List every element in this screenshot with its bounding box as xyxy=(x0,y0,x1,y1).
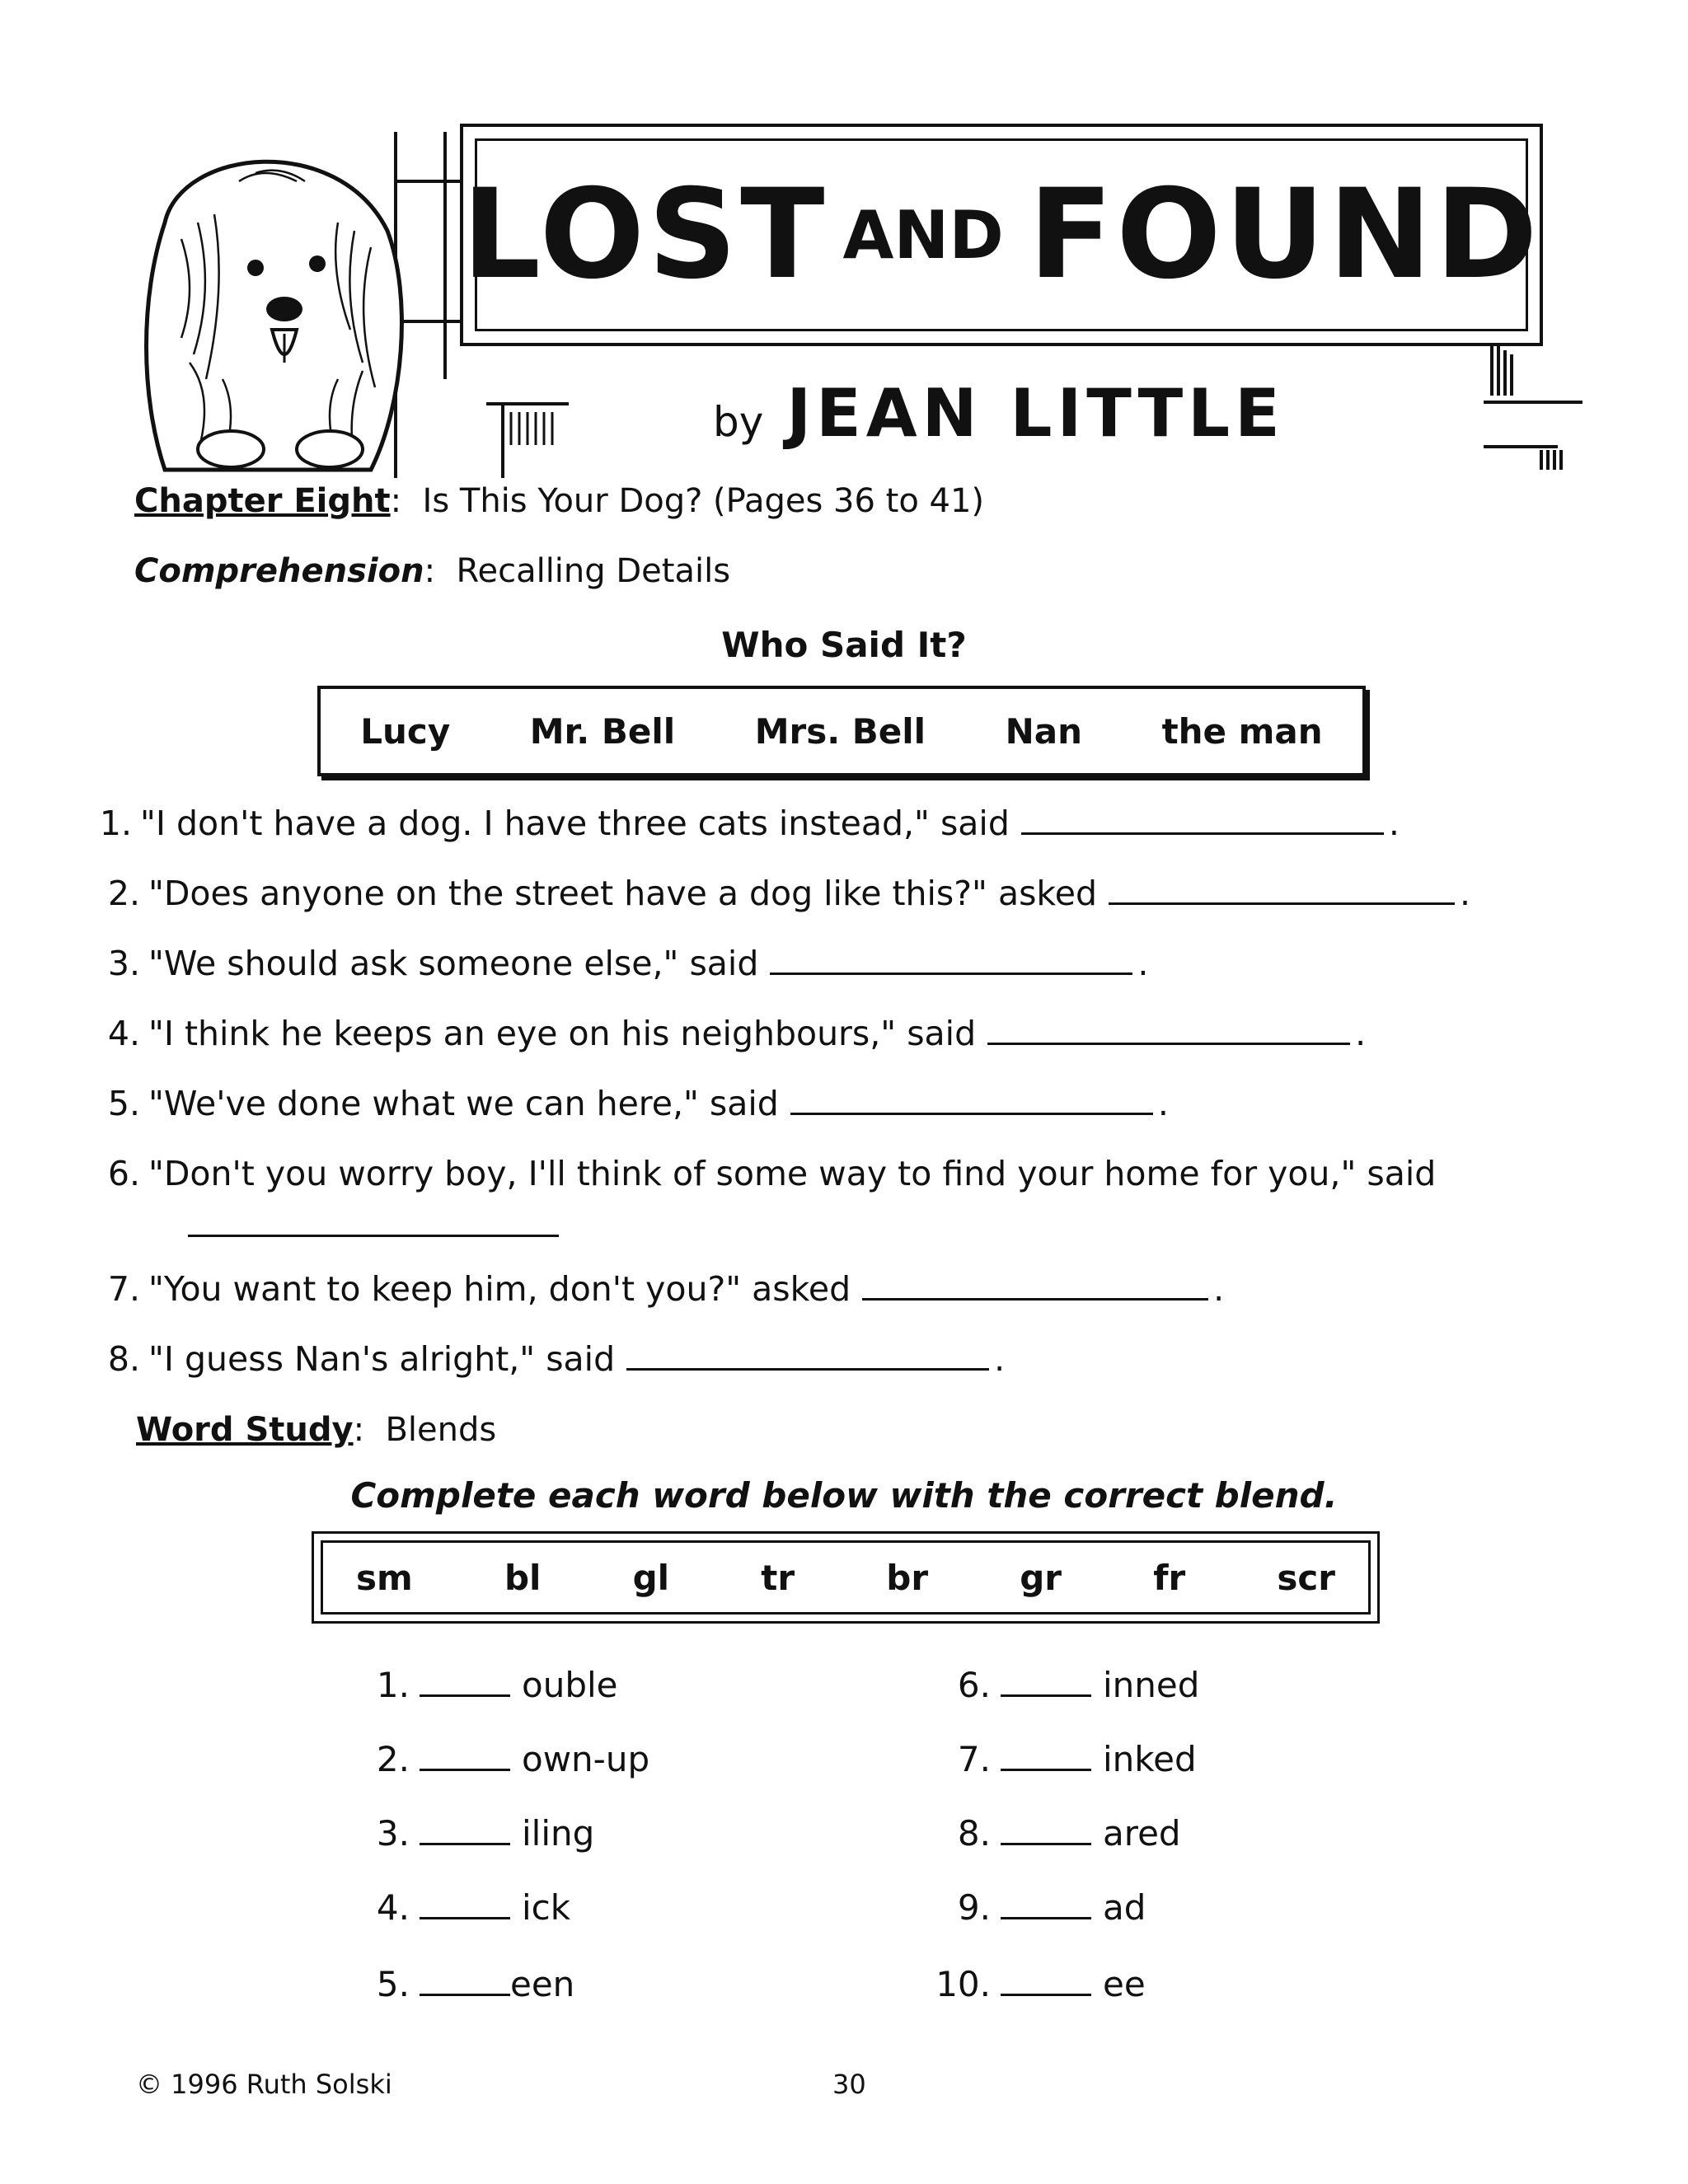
word-item-6 xyxy=(948,1665,1199,1705)
word-ending: inned xyxy=(1103,1665,1200,1705)
word-study-heading: Word Study: Blends xyxy=(136,1411,497,1449)
question-number: 3. xyxy=(107,944,140,983)
blend-blank[interactable] xyxy=(1001,1917,1091,1919)
word-item-3 xyxy=(367,1813,594,1854)
comprehension-text: Recalling Details xyxy=(456,552,731,590)
title-inner-frame xyxy=(462,138,1541,331)
title-lost: LOST xyxy=(462,163,828,307)
blends-inner-frame xyxy=(321,1540,1371,1615)
question-text: "We should ask someone else," said xyxy=(148,944,759,983)
blend-option: gr xyxy=(1020,1557,1062,1598)
question-text: "I don't have a dog. I have three cats instead," said xyxy=(140,804,1010,843)
word-ending: own-up xyxy=(522,1739,650,1779)
page-number: 30 xyxy=(832,2069,866,2100)
blend-blank[interactable] xyxy=(420,1917,510,1919)
word-item-number: 7. xyxy=(957,1739,991,1779)
answer-blank[interactable] xyxy=(987,1034,1350,1045)
characters-box xyxy=(317,686,1366,776)
word-ending: inked xyxy=(1103,1739,1197,1779)
word-ending: iling xyxy=(522,1813,595,1854)
blend-option: scr xyxy=(1277,1557,1335,1598)
word-item-4 xyxy=(367,1887,570,1928)
question-text: "You want to keep him, don't you?" asked xyxy=(148,1269,851,1309)
answer-blank[interactable] xyxy=(188,1218,559,1237)
word-ending: ouble xyxy=(522,1665,618,1705)
blend-blank[interactable] xyxy=(420,1994,510,1996)
word-item-number: 4. xyxy=(376,1887,410,1928)
word-item-number: 1. xyxy=(376,1665,410,1705)
title-found: FOUND xyxy=(1028,163,1541,307)
question-text: "Don't you worry boy, I'll think of some way to find your home for you," said xyxy=(148,1154,1437,1193)
question-text: "Does anyone on the street have a dog like this?" asked xyxy=(148,874,1097,913)
word-ending: een xyxy=(510,1964,575,2004)
answer-blank[interactable] xyxy=(862,1290,1208,1301)
blend-blank[interactable] xyxy=(1001,1694,1091,1697)
question-8: 8. "I guess Nan's alright," said . xyxy=(91,1339,1005,1379)
word-item-5 xyxy=(367,1964,574,2004)
word-item-7 xyxy=(948,1739,1197,1779)
question-number: 7. xyxy=(107,1269,140,1309)
blends-box xyxy=(312,1531,1380,1624)
chapter-label: Chapter Eight xyxy=(134,482,391,520)
word-item-number: 9. xyxy=(957,1887,991,1928)
word-study-label: Word Study xyxy=(136,1411,354,1449)
answer-blank[interactable] xyxy=(790,1104,1153,1115)
word-item-9 xyxy=(948,1887,1146,1928)
blend-blank[interactable] xyxy=(1001,1843,1091,1845)
word-item-number: 8. xyxy=(957,1813,991,1854)
word-ending: ared xyxy=(1103,1813,1181,1854)
question-number: 8. xyxy=(107,1339,140,1379)
blend-option: br xyxy=(886,1557,929,1598)
question-number: 5. xyxy=(107,1084,140,1123)
word-ending: ad xyxy=(1103,1887,1146,1928)
byline xyxy=(713,375,1285,452)
blend-option: bl xyxy=(504,1557,542,1598)
answer-blank[interactable] xyxy=(626,1360,989,1371)
comprehension-heading: Comprehension: Recalling Details xyxy=(134,552,731,590)
character-name: the man xyxy=(1161,710,1323,752)
blend-option: fr xyxy=(1153,1557,1186,1598)
blend-blank[interactable] xyxy=(420,1769,510,1771)
question-5: 5. "We've done what we can here," said . xyxy=(91,1084,1169,1123)
word-ending: ee xyxy=(1103,1964,1146,2004)
author-name: JEAN LITTLE xyxy=(786,375,1285,452)
blend-option: tr xyxy=(761,1557,795,1598)
blend-option: sm xyxy=(356,1557,413,1598)
copyright-notice: © 1996 Ruth Solski xyxy=(136,2069,392,2100)
question-1: 1. "I don't have a dog. I have three cats instead," said . xyxy=(82,804,1400,843)
blend-instruction: Complete each word below with the correct blend. xyxy=(350,1475,1338,1516)
blend-blank[interactable] xyxy=(420,1843,510,1845)
word-ending: ick xyxy=(522,1887,571,1928)
word-item-number: 3. xyxy=(376,1813,410,1854)
question-number: 4. xyxy=(107,1014,140,1053)
title-box xyxy=(460,124,1543,346)
question-3: 3. "We should ask someone else," said . xyxy=(91,944,1148,983)
answer-blank[interactable] xyxy=(1109,894,1455,905)
answer-blank[interactable] xyxy=(1021,824,1384,835)
question-7: 7. "You want to keep him, don't you?" asked . xyxy=(91,1269,1224,1309)
character-name: Lucy xyxy=(360,710,451,752)
blend-option: gl xyxy=(632,1557,670,1598)
comprehension-label: Comprehension xyxy=(134,552,424,590)
blend-blank[interactable] xyxy=(420,1694,510,1697)
answer-blank[interactable] xyxy=(770,964,1132,975)
character-name: Mr. Bell xyxy=(529,710,676,752)
question-text: "We've done what we can here," said xyxy=(148,1084,779,1123)
character-name: Nan xyxy=(1005,710,1083,752)
chapter-heading: Chapter Eight: Is This Your Dog? (Pages 36 to 41) xyxy=(134,482,985,520)
activity-title: Who Said It? xyxy=(721,625,967,665)
sign-post-illustration xyxy=(1484,346,1582,478)
blend-blank[interactable] xyxy=(1001,1994,1091,1996)
question-text: "I think he keeps an eye on his neighbours," said xyxy=(148,1014,977,1053)
word-item-number: 2. xyxy=(376,1739,410,1779)
word-item-2 xyxy=(367,1739,649,1779)
question-4: 4. "I think he keeps an eye on his neighbours," said . xyxy=(91,1014,1366,1053)
question-2: 2. "Does anyone on the street have a dog like this?" asked . xyxy=(91,874,1470,913)
word-study-text: Blends xyxy=(385,1411,497,1449)
question-6 xyxy=(91,1154,1436,1193)
question-number: 6. xyxy=(107,1154,140,1193)
question-number: 1. xyxy=(99,804,132,843)
character-name: Mrs. Bell xyxy=(754,710,926,752)
word-item-number: 5. xyxy=(376,1964,410,2004)
by-word: by xyxy=(713,398,764,446)
word-item-number: 10. xyxy=(935,1964,991,2004)
chapter-text: Is This Your Dog? (Pages 36 to 41) xyxy=(422,482,985,520)
word-item-10 xyxy=(931,1964,1146,2004)
title-and: AND xyxy=(842,196,1004,274)
word-item-number: 6. xyxy=(957,1665,991,1705)
question-text: "I guess Nan's alright," said xyxy=(148,1339,616,1379)
blend-blank[interactable] xyxy=(1001,1769,1091,1771)
word-item-8 xyxy=(948,1813,1181,1854)
question-number: 2. xyxy=(107,874,140,913)
word-item-1 xyxy=(367,1665,617,1705)
